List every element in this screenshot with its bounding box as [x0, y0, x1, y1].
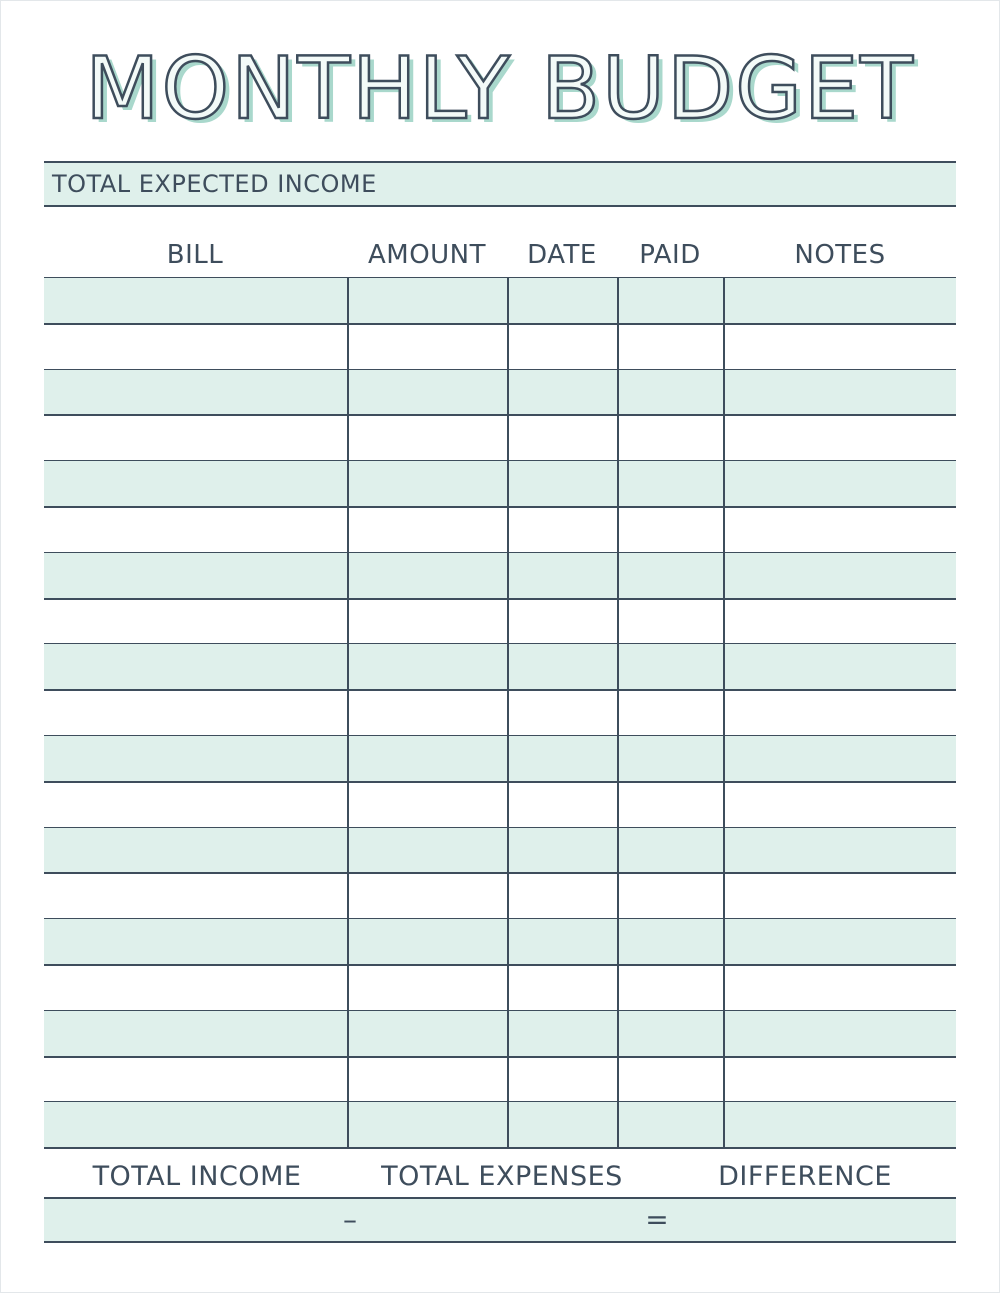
date-cell[interactable] [508, 828, 618, 874]
bill-cell[interactable] [44, 1057, 348, 1103]
amount-cell[interactable] [348, 919, 508, 965]
bill-cell[interactable] [44, 278, 348, 324]
notes-cell[interactable] [724, 1102, 956, 1148]
date-cell[interactable] [508, 553, 618, 599]
bill-cell[interactable] [44, 690, 348, 736]
bill-cell[interactable] [44, 1011, 348, 1057]
table-row [44, 919, 956, 965]
equals-sign: = [645, 1203, 669, 1236]
column-header-date: DATE [527, 240, 597, 270]
table-row [44, 690, 956, 736]
paid-cell[interactable] [618, 278, 724, 324]
paid-cell[interactable] [618, 599, 724, 645]
column-divider [347, 278, 349, 1148]
page-title: MONTHLY BUDGET [85, 39, 915, 139]
table-row [44, 278, 956, 324]
amount-cell[interactable] [348, 965, 508, 1011]
paid-cell[interactable] [618, 965, 724, 1011]
paid-cell[interactable] [618, 553, 724, 599]
bill-cell[interactable] [44, 644, 348, 690]
difference-label: DIFFERENCE [718, 1161, 892, 1192]
table-row [44, 1057, 956, 1103]
bill-cell[interactable] [44, 461, 348, 507]
date-cell[interactable] [508, 1011, 618, 1057]
notes-cell[interactable] [724, 415, 956, 461]
notes-cell[interactable] [724, 736, 956, 782]
date-cell[interactable] [508, 644, 618, 690]
date-cell[interactable] [508, 919, 618, 965]
paid-cell[interactable] [618, 324, 724, 370]
table-row [44, 644, 956, 690]
date-cell[interactable] [508, 278, 618, 324]
amount-cell[interactable] [348, 415, 508, 461]
date-cell[interactable] [508, 599, 618, 645]
amount-cell[interactable] [348, 782, 508, 828]
date-cell[interactable] [508, 782, 618, 828]
total-expenses-label: TOTAL EXPENSES [381, 1161, 623, 1192]
amount-cell[interactable] [348, 599, 508, 645]
bill-cell[interactable] [44, 553, 348, 599]
notes-cell[interactable] [724, 782, 956, 828]
paid-cell[interactable] [618, 507, 724, 553]
bill-cell[interactable] [44, 828, 348, 874]
notes-cell[interactable] [724, 873, 956, 919]
column-divider [723, 278, 725, 1148]
paid-cell[interactable] [618, 644, 724, 690]
table-row [44, 828, 956, 874]
notes-cell[interactable] [724, 965, 956, 1011]
bill-cell[interactable] [44, 370, 348, 416]
amount-cell[interactable] [348, 1057, 508, 1103]
date-cell[interactable] [508, 1102, 618, 1148]
paid-cell[interactable] [618, 370, 724, 416]
table-row [44, 1011, 956, 1057]
total-income-label: TOTAL INCOME [92, 1161, 302, 1192]
amount-cell[interactable] [348, 1102, 508, 1148]
table-row [44, 370, 956, 416]
paid-cell[interactable] [618, 690, 724, 736]
bill-cell[interactable] [44, 919, 348, 965]
paid-cell[interactable] [618, 736, 724, 782]
table-row [44, 461, 956, 507]
date-cell[interactable] [508, 461, 618, 507]
bill-cell[interactable] [44, 415, 348, 461]
bill-cell[interactable] [44, 599, 348, 645]
notes-cell[interactable] [724, 370, 956, 416]
notes-cell[interactable] [724, 1057, 956, 1103]
paid-cell[interactable] [618, 415, 724, 461]
totals-bar[interactable] [44, 1198, 956, 1242]
paid-cell[interactable] [618, 828, 724, 874]
paid-cell[interactable] [618, 461, 724, 507]
notes-cell[interactable] [724, 690, 956, 736]
notes-cell[interactable] [724, 644, 956, 690]
bill-cell[interactable] [44, 507, 348, 553]
column-header-paid: PAID [639, 240, 701, 270]
date-cell[interactable] [508, 736, 618, 782]
amount-cell[interactable] [348, 461, 508, 507]
paid-cell[interactable] [618, 1011, 724, 1057]
table-row [44, 736, 956, 782]
date-cell[interactable] [508, 873, 618, 919]
date-cell[interactable] [508, 507, 618, 553]
table-row [44, 507, 956, 553]
table-row [44, 1102, 956, 1148]
column-header-amount: AMOUNT [367, 240, 487, 270]
notes-cell[interactable] [724, 599, 956, 645]
notes-cell[interactable] [724, 1011, 956, 1057]
amount-cell[interactable] [348, 553, 508, 599]
date-cell[interactable] [508, 1057, 618, 1103]
notes-cell[interactable] [724, 278, 956, 324]
totals-bar-top-rule [44, 1197, 956, 1199]
date-cell[interactable] [508, 324, 618, 370]
amount-cell[interactable] [348, 873, 508, 919]
bill-cell[interactable] [44, 873, 348, 919]
bill-cell[interactable] [44, 736, 348, 782]
amount-cell[interactable] [348, 324, 508, 370]
notes-cell[interactable] [724, 461, 956, 507]
notes-cell[interactable] [724, 507, 956, 553]
date-cell[interactable] [508, 415, 618, 461]
income-bar-bottom-rule [44, 205, 956, 207]
bill-cell[interactable] [44, 324, 348, 370]
paid-cell[interactable] [618, 782, 724, 828]
amount-cell[interactable] [348, 370, 508, 416]
table-row [44, 324, 956, 370]
notes-cell[interactable] [724, 919, 956, 965]
date-cell[interactable] [508, 370, 618, 416]
paid-cell[interactable] [618, 1057, 724, 1103]
table-row [44, 599, 956, 645]
paid-cell[interactable] [618, 873, 724, 919]
date-cell[interactable] [508, 690, 618, 736]
row-rule [44, 1147, 956, 1149]
notes-cell[interactable] [724, 324, 956, 370]
table-row [44, 965, 956, 1011]
paid-cell[interactable] [618, 919, 724, 965]
paid-cell[interactable] [618, 1102, 724, 1148]
notes-cell[interactable] [724, 828, 956, 874]
amount-cell[interactable] [348, 507, 508, 553]
column-divider [617, 278, 619, 1148]
table-row [44, 553, 956, 599]
bill-cell[interactable] [44, 1102, 348, 1148]
amount-cell[interactable] [348, 736, 508, 782]
total-expected-income-label: TOTAL EXPECTED INCOME [52, 170, 377, 198]
column-header-bill: BILL [166, 240, 224, 270]
table-row [44, 873, 956, 919]
column-header-notes: NOTES [794, 240, 886, 270]
income-bar-top-rule [44, 161, 956, 163]
totals-bar-bottom-rule [44, 1241, 956, 1243]
notes-cell[interactable] [724, 553, 956, 599]
date-cell[interactable] [508, 965, 618, 1011]
amount-cell[interactable] [348, 828, 508, 874]
table-row [44, 782, 956, 828]
amount-cell[interactable] [348, 1011, 508, 1057]
minus-sign: – [343, 1203, 357, 1236]
bill-cell[interactable] [44, 965, 348, 1011]
table-row [44, 415, 956, 461]
bill-cell[interactable] [44, 782, 348, 828]
amount-cell[interactable] [348, 278, 508, 324]
column-divider [507, 278, 509, 1148]
amount-cell[interactable] [348, 690, 508, 736]
amount-cell[interactable] [348, 644, 508, 690]
